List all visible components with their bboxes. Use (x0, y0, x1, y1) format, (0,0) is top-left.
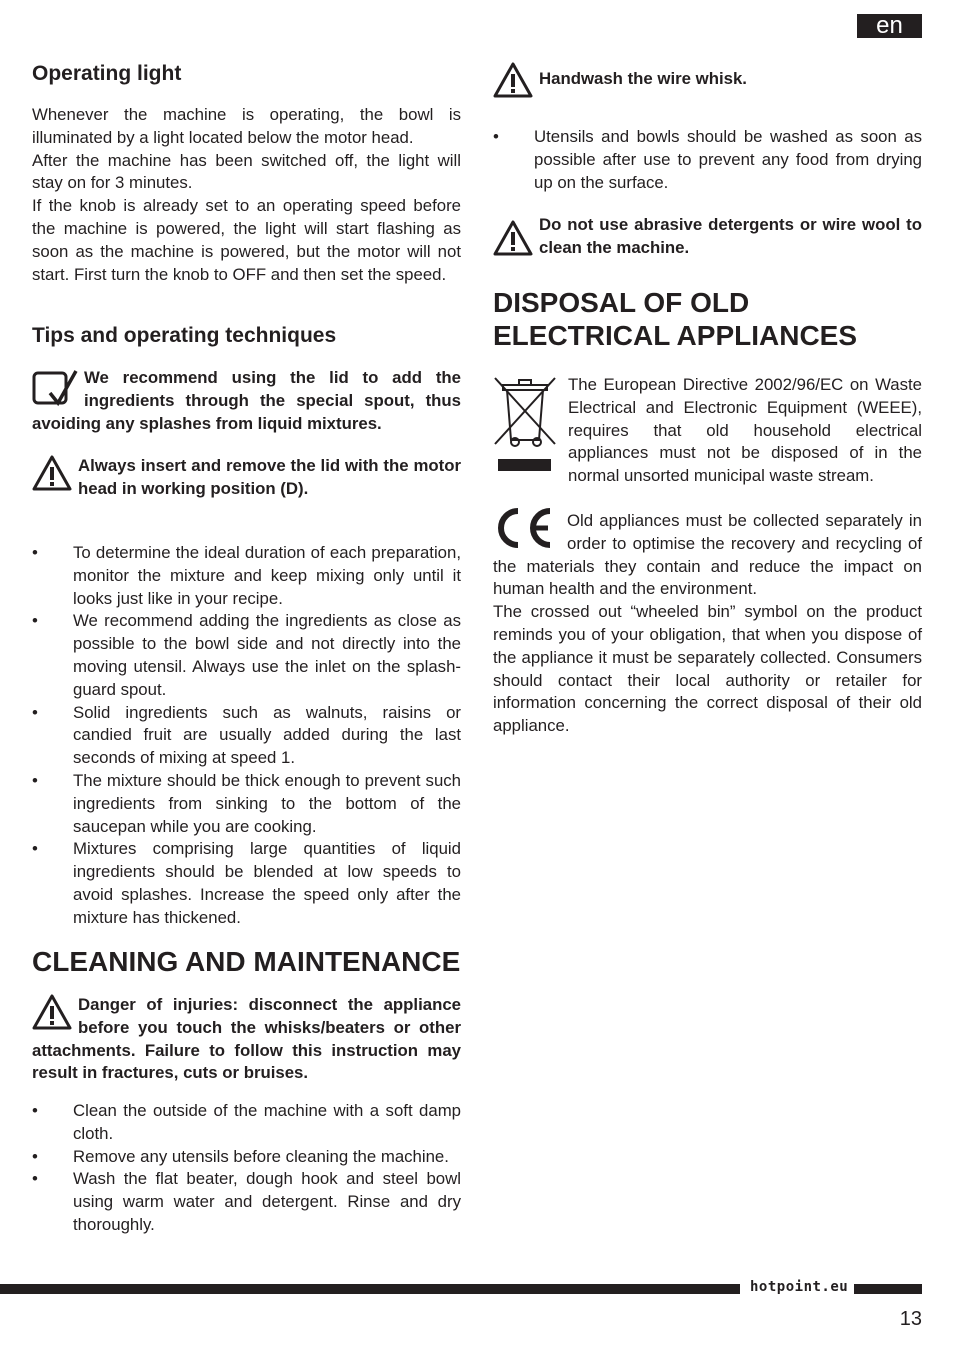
operating-light-para-2: After the machine has been switched off, the light will stay on for 3 minutes. (32, 150, 461, 193)
disposal-para-2: Old appliances must be collected separately in order to optimise the recovery and recycling of the materials they contain and reduce the impact on human health and the environment. (493, 511, 922, 599)
cleaning-warning (32, 994, 461, 1085)
footer-bar-left (0, 1284, 740, 1294)
footer-brand: hotpoint.eu (750, 1279, 849, 1295)
whisk-warning (493, 62, 922, 98)
disposal-text-block (493, 510, 922, 738)
disposal-para-1: The European Directive 2002/96/EC on Waste Electrical and Electronic Equipment (WEEE), requires that old household electrical appliances must not be disposed of in the normal unsorted municipal waste stream. (568, 375, 922, 486)
language-tab: en (857, 14, 922, 38)
list-item: • Mixtures comprising large quantities of liquid ingredients should be blended at low speeds to avoid splashes. Increase the speed only after the mixture has thickened. (32, 838, 461, 929)
list-item: • Utensils and bowls should be washed as soon as possible after use to prevent any food from drying up on the surface. (493, 126, 922, 194)
checkbox-note-icon (32, 367, 78, 407)
ce-icon-spacer (493, 510, 567, 552)
disposal-title-line-1: DISPOSAL OF OLD (493, 287, 750, 318)
cleaning-bullet-list (32, 1100, 461, 1237)
abrasive-warning-text: Do not use abrasive detergents or wire wool to clean the machine. (539, 215, 922, 257)
list-item: • To determine the ideal duration of each preparation, monitor the mixture and keep mixing only until it looks just like in your recipe. (32, 542, 461, 610)
list-item: • We recommend adding the ingredients as close as possible to the bowl side and not directly into the moving utensil. Always use the inlet on the splash-guard spout. (32, 610, 461, 701)
whisk-warning-text: Handwash the wire whisk. (539, 69, 747, 88)
disposal-title-line-2: ELECTRICAL APPLIANCES (493, 320, 858, 351)
tips-note-text: We recommend using the lid to add the ingredients through the special spout, thus avoiding any splashes from liquid mixtures. (32, 368, 461, 433)
warning-triangle-icon (32, 994, 72, 1030)
warning-triangle-icon (493, 62, 533, 98)
tips-warning-text: Always insert and remove the lid with the motor head in working position (D). (78, 456, 461, 498)
list-item: • Clean the outside of the machine with a soft damp cloth. (32, 1100, 461, 1146)
list-item: • Solid ingredients such as walnuts, raisins or candied fruit are usually added during the last seconds of mixing at speed 1. (32, 702, 461, 770)
footer-bar-right (854, 1284, 922, 1294)
operating-light-para-1: Whenever the machine is operating, the bowl is illuminated by a light located below the motor head. (32, 105, 461, 147)
disposal-para-3: The crossed out “wheeled bin” symbol on the product reminds you of your obligation, that when you dispose of the appliance it must be separately collected. Consumers should contact their local authority or retailer for information concerning the correct disposal of their old appliance. (493, 602, 922, 736)
crossed-wheeled-bin-icon (493, 376, 557, 474)
warning-triangle-icon (493, 220, 533, 256)
tips-title: Tips and operating techniques (32, 324, 337, 347)
list-item: • The mixture should be thick enough to prevent such ingredients from sinking to the bottom of the saucepan while you are cooking. (32, 770, 461, 838)
warning-triangle-icon (32, 455, 72, 491)
tips-note (32, 367, 461, 435)
cleaning-title: CLEANING AND MAINTENANCE (32, 946, 461, 977)
operating-light-para-3: If the knob is already set to an operating speed before the machine is powered, the light will start flashing as soon as the machine is powered, but the motor will not start. First turn the knob to OFF and then set the speed. (32, 196, 461, 284)
right-bullet-list (493, 126, 922, 194)
disposal-title (493, 286, 922, 352)
abrasive-warning (493, 214, 922, 260)
list-item: • Wash the flat beater, dough hook and steel bowl using warm water and detergent. Rinse and dry thoroughly. (32, 1168, 461, 1236)
list-item: • Remove any utensils before cleaning the machine. (32, 1146, 461, 1169)
operating-light-title: Operating light (32, 62, 182, 85)
operating-light-body (32, 104, 461, 286)
tips-warning (32, 455, 461, 501)
page-number: 13 (899, 1308, 922, 1330)
tips-bullet-list (32, 542, 461, 930)
cleaning-warning-text: Danger of injuries: disconnect the appliance before you touch the whisks/beaters or other attachments. Failure to follow this instruction may result in fractures, cuts or bruises. (32, 995, 461, 1083)
